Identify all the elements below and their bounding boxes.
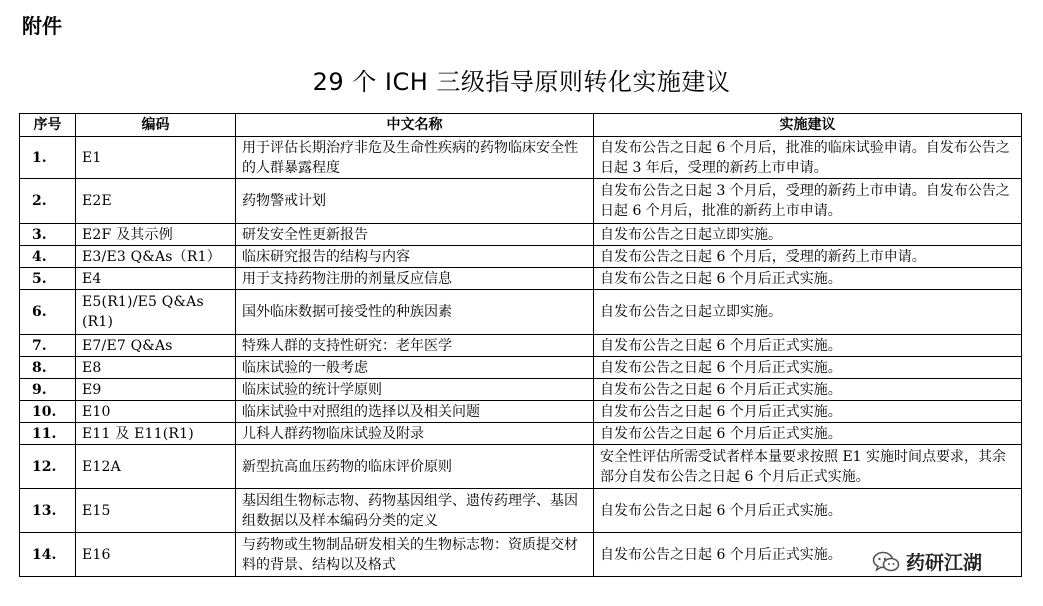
table-row: [20, 357, 1022, 379]
cell-advice: 自发布公告之日起 6 个月后正式实施。: [594, 357, 1022, 379]
cell-advice: 自发布公告之日起 6 个月后，批准的临床试验申请。自发布公告之日起 3 年后，受理的新药上市申请。: [594, 137, 1022, 179]
cell-advice: 安全性评估所需受试者样本量要求按照 E1 实施时间点要求，其余部分自发布公告之日起 6 个月后正式实施。: [594, 445, 1022, 489]
table-row: [20, 401, 1022, 423]
wechat-watermark: [872, 548, 982, 575]
cell-name: 临床试验中对照组的选择以及相关问题: [236, 401, 594, 423]
cell-seq: 3.: [20, 224, 76, 246]
cell-seq: 9.: [20, 379, 76, 401]
table-row: [20, 224, 1022, 246]
cell-code: E2E: [76, 179, 236, 224]
cell-seq: 12.: [20, 445, 76, 489]
cell-code: E2F 及其示例: [76, 224, 236, 246]
cell-name: 临床研究报告的结构与内容: [236, 246, 594, 268]
table-row: [20, 246, 1022, 268]
cell-code: E12A: [76, 445, 236, 489]
header-code: 编码: [76, 114, 236, 137]
table-row: [20, 445, 1022, 489]
cell-seq: 10.: [20, 401, 76, 423]
cell-advice: 自发布公告之日起立即实施。: [594, 224, 1022, 246]
cell-name: 药物警戒计划: [236, 179, 594, 224]
cell-name: 研发安全性更新报告: [236, 224, 594, 246]
cell-advice: 自发布公告之日起 6 个月后，受理的新药上市申请。: [594, 246, 1022, 268]
attachment-label: 附件: [22, 14, 62, 38]
cell-seq: 5.: [20, 268, 76, 290]
table-row: [20, 290, 1022, 335]
cell-code: E16: [76, 533, 236, 577]
cell-seq: 6.: [20, 290, 76, 335]
cell-seq: 7.: [20, 335, 76, 357]
cell-code: E3/E3 Q&As（R1）: [76, 246, 236, 268]
cell-code: E8: [76, 357, 236, 379]
cell-code: E1: [76, 137, 236, 179]
cell-code: E10: [76, 401, 236, 423]
cell-seq: 14.: [20, 533, 76, 577]
cell-advice: 自发布公告之日起 6 个月后正式实施。: [594, 335, 1022, 357]
cell-name: 特殊人群的支持性研究：老年医学: [236, 335, 594, 357]
cell-code: E5(R1)/E5 Q&As (R1): [76, 290, 236, 335]
cell-advice: 自发布公告之日起 6 个月后正式实施。: [594, 379, 1022, 401]
cell-seq: 11.: [20, 423, 76, 445]
cell-code: E11 及 E11(R1): [76, 423, 236, 445]
guidelines-table: [19, 113, 1022, 577]
cell-name: 儿科人群药物临床试验及附录: [236, 423, 594, 445]
header-seq: 序号: [20, 114, 76, 137]
cell-seq: 1.: [20, 137, 76, 179]
cell-name: 临床试验的一般考虑: [236, 357, 594, 379]
cell-seq: 2.: [20, 179, 76, 224]
table-row: [20, 268, 1022, 290]
cell-code: E7/E7 Q&As: [76, 335, 236, 357]
cell-advice: 自发布公告之日起 6 个月后正式实施。: [594, 489, 1022, 533]
table-row: [20, 489, 1022, 533]
cell-seq: 8.: [20, 357, 76, 379]
table-header-row: [20, 114, 1022, 137]
header-advice: 实施建议: [594, 114, 1022, 137]
cell-name: 基因组生物标志物、药物基因组学、遗传药理学、基因组数据以及样本编码分类的定义: [236, 489, 594, 533]
cell-name: 用于评估长期治疗非危及生命性疾病的药物临床安全性的人群暴露程度: [236, 137, 594, 179]
table-row: [20, 179, 1022, 224]
cell-code: E9: [76, 379, 236, 401]
header-name: 中文名称: [236, 114, 594, 137]
table-row: [20, 379, 1022, 401]
cell-code: E15: [76, 489, 236, 533]
cell-advice: 自发布公告之日起 3 个月后，受理的新药上市申请。自发布公告之日起 6 个月后，批准的新药上市申请。: [594, 179, 1022, 224]
cell-seq: 13.: [20, 489, 76, 533]
watermark-text: 药研江湖: [906, 552, 983, 574]
table-row: [20, 335, 1022, 357]
document-title: 29 个 ICH 三级指导原则转化实施建议: [312, 68, 731, 96]
cell-name: 临床试验的统计学原则: [236, 379, 594, 401]
cell-advice: 自发布公告之日起 6 个月后正式实施。: [594, 423, 1022, 445]
cell-name: 国外临床数据可接受性的种族因素: [236, 290, 594, 335]
cell-advice: 自发布公告之日起 6 个月后正式实施。: [594, 401, 1022, 423]
table-row: [20, 423, 1022, 445]
wechat-icon: [872, 551, 900, 573]
cell-name: 与药物或生物制品研发相关的生物标志物：资质提交材料的背景、结构以及格式: [236, 533, 594, 577]
cell-name: 用于支持药物注册的剂量反应信息: [236, 268, 594, 290]
cell-code: E4: [76, 268, 236, 290]
cell-seq: 4.: [20, 246, 76, 268]
cell-advice: 自发布公告之日起立即实施。: [594, 290, 1022, 335]
cell-advice: 自发布公告之日起 6 个月后正式实施。: [594, 268, 1022, 290]
cell-advice: 自发布公告之日起 6 个月后正式实施。: [594, 533, 1022, 577]
table-row: [20, 137, 1022, 179]
cell-name: 新型抗高血压药物的临床评价原则: [236, 445, 594, 489]
